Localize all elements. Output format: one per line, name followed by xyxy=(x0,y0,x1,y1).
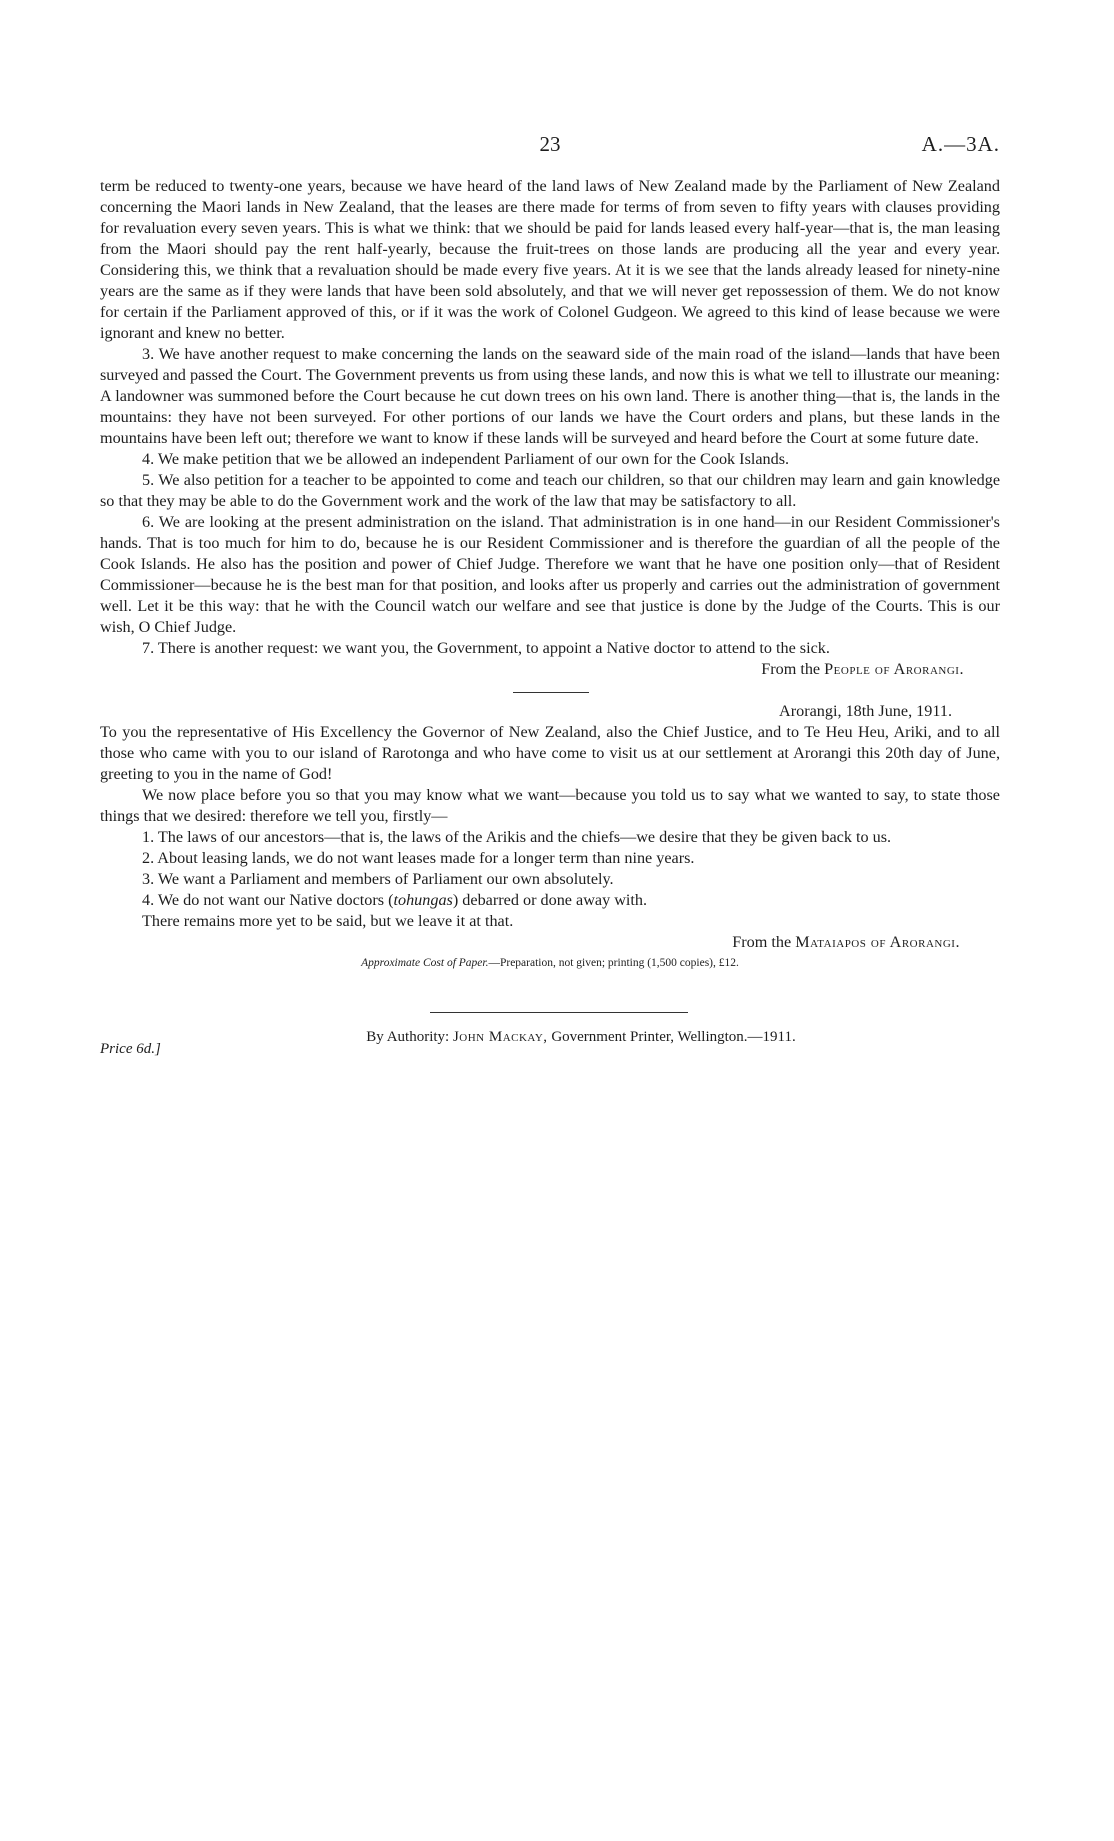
request-1: 1. The laws of our ancestors—that is, the laws of the Arikis and the chiefs—we desire that they be given back to us. xyxy=(142,828,892,846)
paragraph-continued: term be reduced to twenty-one years, because we have heard of the land laws of New Zealand made by the Parliament of New Zealand concerning the Maori lands in New Zealand, that the leases are there made for terms of from seven to fifty years with clauses providing for revaluation every seven years. This is what we think: that we should be paid for lands leased every half-year—that is, the man leasing from the Maori should pay the rent half-yearly, because the fruit-trees on those lands are producing all the year and every year. Considering this, we think that a revaluation should be made every five years. At it is we see that the lands already leased for ninety-nine years are the same as if they were lands that have been sold absolutely, and that we will never get repossession of them. We do not know for certain if the Parliament approved of this, or if it was the work of Colonel Gudgeon. We agreed to this kind of lease because we were ignorant and knew no better. xyxy=(100,177,1000,342)
signature-name: People of Arorangi. xyxy=(824,660,964,678)
paragraph-3: 3. We have another request to make concerning the lands on the seaward side of the main road of the island—lands that have been surveyed and passed the Court. The Government prevents us from using these lands, and now this is what we tell to illustrate our meaning: A landowner was summoned before the Court because he cut down trees on his own land. There is another thing—that is, the lands in the mountains: they have not been surveyed. For other portions of our lands we have the Court orders and plans, but these lands in the mountains have been left out; therefore we want to know if these lands will be surveyed and heard before the Court at some future date. xyxy=(100,345,1000,447)
signature-people xyxy=(100,659,1000,680)
imprint xyxy=(100,1027,1000,1057)
document-reference: A.—3A. xyxy=(921,132,1000,156)
authority-prefix: By Authority: xyxy=(366,1029,450,1045)
letter-dateline: Arorangi, 18th June, 1911. xyxy=(779,702,952,720)
letter-intro: We now place before you so that you may know what we want—because you told us to say what we wanted to say, to state those things that we desired: therefore we tell you, firstly— xyxy=(100,786,1000,825)
paragraph-5: 5. We also petition for a teacher to be appointed to come and teach our children, so that our children may learn and gain knowledge so that they may be able to do the Government work and the work of the law that may be satisfactory to all. xyxy=(100,471,1000,510)
cost-label: Approximate Cost of Paper. xyxy=(361,957,489,969)
paragraph-6: 6. We are looking at the present administration on the island. That administration is in one hand—in our Resident Commissioner's hands. That is too much for him to do, because he is our Resident Commissioner and is therefore the guardian of all the people of the Cook Islands. He also has the position and power of Chief Judge. Therefore we want that he have one position only—that of Resident Commissioner—because he is the best man for that position, and looks after us properly and carries out the administration of government well. Let it be this way: that he with the Council watch our welfare and see that justice is done by the Judge of the Courts. This is our wish, O Chief Judge. xyxy=(100,513,1000,636)
request-4-text-end: ) debarred or done away with. xyxy=(452,891,648,909)
cost-note xyxy=(100,953,1000,974)
page-number: 23 xyxy=(539,132,561,156)
request-4-italic: tohungas xyxy=(393,891,453,909)
closing-line: There remains more yet to be said, but we leave it at that. xyxy=(142,912,514,930)
cost-text: —Preparation, not given; printing (1,500 copies), £12. xyxy=(488,957,739,969)
price-label: Price 6d.] xyxy=(100,1041,161,1057)
request-3: 3. We want a Parliament and members of Parliament our own absolutely. xyxy=(142,870,614,888)
authority-suffix: Government Printer, Wellington.—1911. xyxy=(551,1029,796,1045)
body-text xyxy=(100,176,1000,1057)
signature-prefix: From the xyxy=(732,933,792,951)
printer-name: John Mackay, xyxy=(452,1029,548,1045)
footer-divider xyxy=(430,1012,688,1013)
request-4 xyxy=(100,890,1000,911)
page-header xyxy=(100,132,1000,162)
signature-mataiapos xyxy=(100,932,1000,953)
paragraph-4: 4. We make petition that we be allowed an independent Parliament of our own for the Cook Islands. xyxy=(142,450,790,468)
section-divider xyxy=(513,692,589,693)
signature-prefix: From the xyxy=(761,660,821,678)
signature-name: Mataiapos of Arorangi. xyxy=(795,933,960,951)
request-2: 2. About leasing lands, we do not want leases made for a longer term than nine years. xyxy=(142,849,695,867)
paragraph-7: 7. There is another request: we want you, the Government, to appoint a Native doctor to attend to the sick. xyxy=(142,639,830,657)
request-4-text: 4. We do not want our Native doctors ( xyxy=(142,891,394,909)
letter-address: To you the representative of His Excellency the Governor of New Zealand, also the Chief Justice, and to Te Heu Heu, Ariki, and to all those who came with you to our island of Rarotonga and who have come to visit us at our settlement at Arorangi this 20th day of June, greeting to you in the name of God! xyxy=(100,723,1000,783)
